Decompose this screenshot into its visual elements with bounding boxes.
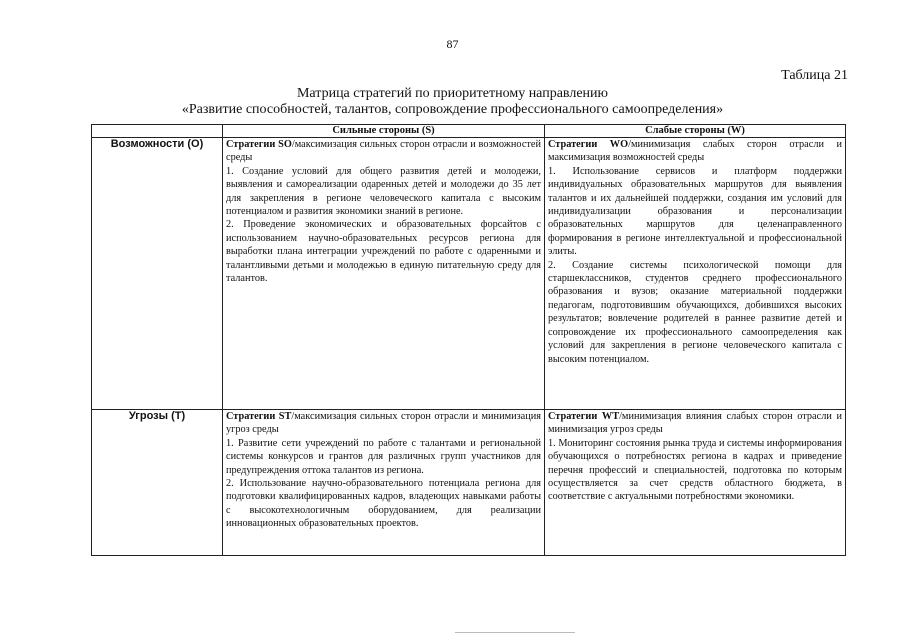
so-strategy-heading	[226, 139, 541, 163]
st-strategies-cell	[223, 410, 545, 556]
wo-strategy-name: Стратегии WO	[548, 139, 629, 150]
wt-strategies-cell	[545, 410, 846, 556]
wt-item-1: 1. Мониторинг состояния рынка труда и системы информирования обучающихся о потребностях региона в кадрах и приведение перечня профессий и специальностей, подготовка по которым осуществляется за счет средств областного бюджета, в соответствие с актуальными потребностями экономики.	[548, 437, 842, 503]
so-item-2: 2. Проведение экономических и образовательных форсайтов с использованием научно-образовательных ресурсов региона для выработки плана интеграции учреждений по работе с одаренными и талантливыми детьми и молодежью в единую питательную среду для талантов.	[226, 219, 541, 285]
so-strategy-name: Стратегии SO	[226, 139, 292, 150]
wo-item-2: 2. Создание системы психологической помощи для старшеклассников, студентов среднего профессионального образования и вузов; оказание материальной поддержки педагогам, подготовившим обучающихся, добившихся высоких результатов; вовлечение родителей в раннее развитие детей и сопровождение их профессионального самоопределения как условий для закрепления в регионе человеческого капитала с высоким потенциалом.	[548, 259, 842, 365]
table-title	[0, 86, 905, 118]
threats-label: Угрозы (Т)	[92, 410, 223, 556]
opportunities-row	[92, 138, 846, 410]
header-blank	[92, 125, 223, 138]
opportunities-label: Возможности (О)	[92, 138, 223, 410]
header-row	[92, 125, 846, 138]
wt-strategy-desc: /минимизация влияния слабых сторон отрасли и минимизация угроз среды	[548, 411, 842, 436]
so-strategies-cell	[223, 138, 545, 410]
so-strategy-desc: /максимизация сильных сторон отрасли и возможностей среды	[226, 139, 541, 164]
title-line-2: «Развитие способностей, талантов, сопровождение профессионального самоопределения»	[181, 102, 724, 117]
st-item-1: 1. Развитие сети учреждений по работе с талантами и региональной системы конкурсов и грантов для различных групп участников для предупреждения оттока талантов из региона.	[226, 437, 541, 476]
header-weaknesses: Слабые стороны (W)	[545, 125, 846, 138]
header-strengths: Сильные стороны (S)	[223, 125, 545, 138]
wo-item-1: 1. Использование сервисов и платформ поддержки индивидуальных образовательных маршрутов для выявления талантов и их дальнейшей поддержки, создания им условий для индивидуализации образования и персонализации образовательных маршрутов для целенаправленного формирования в регионе интеллектуальной и профессиональной элиты.	[548, 165, 842, 258]
title-line-1: Матрица стратегий по приоритетному направлению	[296, 86, 608, 101]
threats-row	[92, 410, 846, 556]
st-strategy-heading	[226, 411, 541, 435]
page-number: 87	[446, 37, 459, 51]
strategy-matrix-table	[91, 124, 846, 556]
st-item-2: 2. Использование научно-образовательного потенциала региона для подготовки квалифицированных кадров, владеющих навыками работы с высокотехнологичным оборудованием, для реализации инновационных образовательных проектов.	[226, 478, 541, 530]
scan-edge-line	[455, 632, 575, 633]
wo-strategy-desc: /минимизация слабых сторон отрасли и максимизация возможностей среды	[548, 139, 842, 164]
table-label: Таблица 21	[781, 68, 848, 83]
wo-strategy-heading	[548, 139, 842, 163]
wt-strategy-name: Стратегии WT	[548, 411, 620, 422]
so-item-1: 1. Создание условий для общего развития детей и молодежи, выявления и самореализации одаренных детей и молодежи до 35 лет для закрепления в регионе человеческого капитала с высоким потенциалом и развития экономики знаний в регионе.	[226, 165, 541, 218]
wo-strategies-cell	[545, 138, 846, 410]
st-strategy-name: Стратегии ST	[226, 411, 292, 422]
wt-strategy-heading	[548, 411, 842, 435]
st-strategy-desc: /максимизация сильных сторон отрасли и минимизация угроз среды	[226, 411, 541, 436]
